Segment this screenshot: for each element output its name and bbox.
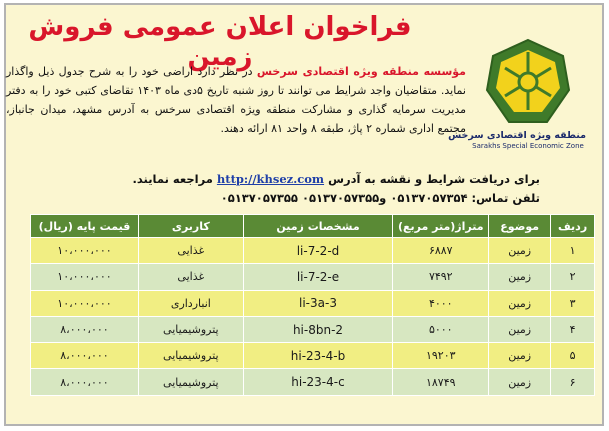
cell-base-price: ۸،۰۰۰،۰۰۰	[31, 316, 139, 342]
header-row-number: ردیف	[551, 215, 595, 238]
cell-subject: زمین	[489, 238, 551, 264]
logo-name-en: Sarakhs Special Economic Zone	[472, 142, 584, 150]
logo	[448, 38, 586, 158]
cell-area: ۶۸۸۷	[393, 238, 489, 264]
intro-text: در نظر دارد اراضی خود را به شرح جدول ذیل واگذار نماید. متقاضیان واجد شرایط می توانند تا روز شنبه تاریخ ۵دی ماه ۱۴۰۳ تقاضای کتبی خود را به دفتر مدیریت سرمایه گذاری و مشارکت منطقه ویژه اقتصادی سرخس به آدرس مشهد، میدان جانباز، مجتمع اداری شماره ۲ پاژ، طبقه ۸ واحد ۸۱ ارائه دهند.	[6, 65, 466, 135]
cell-row-number: ۳	[551, 290, 595, 316]
sez-emblem-icon	[485, 38, 571, 128]
cell-usage: پتروشیمیایی	[138, 343, 243, 369]
contact-pre-text: برای دریافت شرایط و نقشه به آدرس	[328, 172, 540, 186]
cell-area: ۱۸۷۴۹	[393, 369, 489, 395]
cell-row-number: ۱	[551, 238, 595, 264]
cell-base-price: ۱۰،۰۰۰،۰۰۰	[31, 264, 139, 290]
cell-land-spec: li-7-2-e	[243, 264, 393, 290]
cell-subject: زمین	[489, 290, 551, 316]
notice-title: فراخوان اعلان عمومی فروش زمین	[28, 12, 412, 72]
land-table	[30, 214, 595, 396]
cell-usage: غذایی	[138, 264, 243, 290]
cell-row-number: ۴	[551, 316, 595, 342]
header-land-spec: مشخصات زمین	[243, 215, 393, 238]
header-area: متراژ(متر مربع)	[393, 215, 489, 238]
cell-base-price: ۸،۰۰۰،۰۰۰	[31, 343, 139, 369]
cell-usage: پتروشیمیایی	[138, 316, 243, 342]
cell-row-number: ۵	[551, 343, 595, 369]
cell-area: ۴۰۰۰	[393, 290, 489, 316]
cell-usage: انبارداری	[138, 290, 243, 316]
table-row	[31, 264, 595, 290]
cell-usage: غذایی	[138, 238, 243, 264]
table-row	[31, 369, 595, 395]
cell-land-spec: li-3a-3	[243, 290, 393, 316]
cell-land-spec: hi-23-4-b	[243, 343, 393, 369]
cell-subject: زمین	[489, 264, 551, 290]
cell-row-number: ۶	[551, 369, 595, 395]
contact-block	[60, 170, 540, 208]
cell-subject: زمین	[489, 369, 551, 395]
table-row	[31, 290, 595, 316]
cell-land-spec: hi-23-4-c	[243, 369, 393, 395]
cell-base-price: ۱۰،۰۰۰،۰۰۰	[31, 238, 139, 264]
header-usage: کاربری	[138, 215, 243, 238]
cell-subject: زمین	[489, 316, 551, 342]
cell-row-number: ۲	[551, 264, 595, 290]
organization-name: مؤسسه منطقه ویژه اقتصادی سرخس	[256, 65, 466, 78]
cell-area: ۵۰۰۰	[393, 316, 489, 342]
cell-area: ۱۹۲۰۳	[393, 343, 489, 369]
contact-phones: تلفن تماس: ۰۵۱۳۷۰۵۷۳۵۴ و۰۵۱۳۷۰۵۷۳۵۵ ۰۵۱۳۷۰۵۷۳۵۵	[220, 191, 540, 205]
contact-line-website	[60, 170, 540, 189]
cell-base-price: ۸،۰۰۰،۰۰۰	[31, 369, 139, 395]
header-base-price: قیمت پایه (ریال)	[31, 215, 139, 238]
cell-land-spec: hi-8bn-2	[243, 316, 393, 342]
logo-name-fa: منطقه ویژه اقتصادی سرخس	[448, 130, 586, 141]
table-header-row	[31, 215, 595, 238]
cell-usage: پتروشیمیایی	[138, 369, 243, 395]
cell-land-spec: li-7-2-d	[243, 238, 393, 264]
table-row	[31, 316, 595, 342]
cell-subject: زمین	[489, 343, 551, 369]
header-subject: موضوع	[489, 215, 551, 238]
intro-paragraph	[6, 62, 466, 138]
cell-area: ۷۴۹۲	[393, 264, 489, 290]
contact-post-text: مراجعه نمایند.	[132, 172, 213, 186]
website-link[interactable]: http://khsez.com	[216, 172, 325, 186]
cell-base-price: ۱۰،۰۰۰،۰۰۰	[31, 290, 139, 316]
table-row	[31, 343, 595, 369]
table-row	[31, 238, 595, 264]
